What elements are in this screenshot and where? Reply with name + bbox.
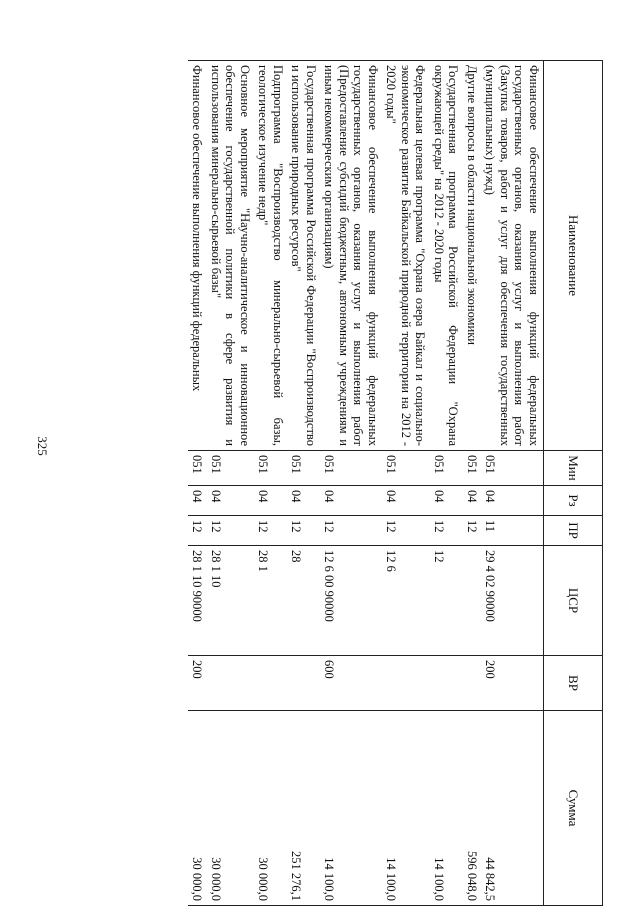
row-csr: 28 1 10 90000	[188, 546, 207, 656]
table-row	[207, 61, 255, 906]
page-number: 325	[35, 436, 50, 456]
row-pr: 12	[287, 516, 320, 546]
row-sum: 30 000,0	[188, 711, 207, 906]
row-sum: 14 100,0	[320, 711, 382, 906]
row-rz: 04	[382, 486, 430, 516]
table-row	[254, 61, 287, 906]
table-row	[430, 61, 463, 906]
row-pr: 12	[320, 516, 382, 546]
row-name: Основное мероприятие "Научно-аналитическое и инновационное обеспечение государственной политики в сфере развития и использования минерально-сырьевой базы"	[207, 61, 255, 451]
row-vr: 600	[320, 656, 382, 711]
row-csr: 29 4 02 90000	[481, 546, 544, 656]
header-sum: Сумма	[544, 711, 603, 906]
row-rz: 04	[463, 486, 482, 516]
row-min: 051	[207, 451, 255, 486]
row-name: Другие вопросы в области национальной экономики	[463, 61, 482, 451]
table-header-row	[544, 61, 603, 906]
row-rz: 04	[188, 486, 207, 516]
row-sum: 30 000,0	[207, 711, 255, 906]
row-rz: 04	[430, 486, 463, 516]
row-min: 051	[463, 451, 482, 486]
row-pr: 12	[188, 516, 207, 546]
row-rz: 04	[207, 486, 255, 516]
row-min: 051	[320, 451, 382, 486]
row-sum: 30 000,0	[254, 711, 287, 906]
row-csr	[463, 546, 482, 656]
row-csr: 12 6 00 90000	[320, 546, 382, 656]
row-sum: 44 842,5	[481, 711, 544, 906]
row-rz: 04	[254, 486, 287, 516]
row-name: Государственная программа Российской Федерации "Воспроизводство и использование природных ресурсов"	[287, 61, 320, 451]
row-name: Финансовое обеспечение выполнения функций федеральных государственных органов, оказания услуг и выполнения работ (Предоставление субсидий бюджетным, автономным учреждениям и иным некоммерческим организациям)	[320, 61, 382, 451]
row-csr: 12	[430, 546, 463, 656]
row-rz: 04	[320, 486, 382, 516]
row-min: 051	[188, 451, 207, 486]
table-row	[188, 61, 207, 906]
row-vr	[207, 656, 255, 711]
row-rz: 04	[287, 486, 320, 516]
row-name: Подпрограмма "Воспроизводство минерально-сырьевой базы, геологическое изучение недр"	[254, 61, 287, 451]
header-rz: Рз	[544, 486, 603, 516]
row-name: Федеральная целевая программа "Охрана озера Байкал и социально-экономическое развитие Байкальской природной территории на 2012 - 2020 годы"	[382, 61, 430, 451]
row-csr: 28 1 10	[207, 546, 255, 656]
row-rz: 04	[481, 486, 544, 516]
row-vr: 200	[481, 656, 544, 711]
row-min: 051	[382, 451, 430, 486]
row-min: 051	[254, 451, 287, 486]
table-row	[320, 61, 382, 906]
row-sum: 14 100,0	[382, 711, 430, 906]
row-name: Государственная программа Российской Федерации "Охрана окружающей среды" на 2012 - 2020 годы	[430, 61, 463, 451]
row-name: Финансовое обеспечение выполнения функций федеральных	[188, 61, 207, 451]
row-min: 051	[287, 451, 320, 486]
row-pr: 12	[254, 516, 287, 546]
header-vr: ВР	[544, 656, 603, 711]
row-sum: 596 048,0	[463, 711, 482, 906]
row-vr	[382, 656, 430, 711]
row-pr: 12	[382, 516, 430, 546]
row-vr	[254, 656, 287, 711]
table-row	[382, 61, 430, 906]
row-sum: 14 100,0	[430, 711, 463, 906]
row-pr: 12	[463, 516, 482, 546]
rotated-table-wrapper	[58, 60, 603, 905]
budget-table	[188, 60, 603, 906]
row-vr	[463, 656, 482, 711]
table-row	[287, 61, 320, 906]
header-name: Наименование	[544, 61, 603, 451]
row-pr: 11	[481, 516, 544, 546]
row-name: Финансовое обеспечение выполнения функций федеральных государственных органов, оказания услуг и выполнения работ (Закупка товаров, работ и услуг для обеспечения государственных (муниципальных) нужд)	[481, 61, 544, 451]
row-vr: 200	[188, 656, 207, 711]
row-csr: 28	[287, 546, 320, 656]
header-pr: ПР	[544, 516, 603, 546]
row-sum: 251 276,1	[287, 711, 320, 906]
row-csr: 12 6	[382, 546, 430, 656]
header-min: Мин	[544, 451, 603, 486]
table-row	[463, 61, 482, 906]
row-min: 051	[430, 451, 463, 486]
row-pr: 12	[207, 516, 255, 546]
table-row	[481, 61, 544, 906]
row-pr: 12	[430, 516, 463, 546]
row-min: 051	[481, 451, 544, 486]
row-vr	[287, 656, 320, 711]
row-vr	[430, 656, 463, 711]
row-csr: 28 1	[254, 546, 287, 656]
header-csr: ЦСР	[544, 546, 603, 656]
